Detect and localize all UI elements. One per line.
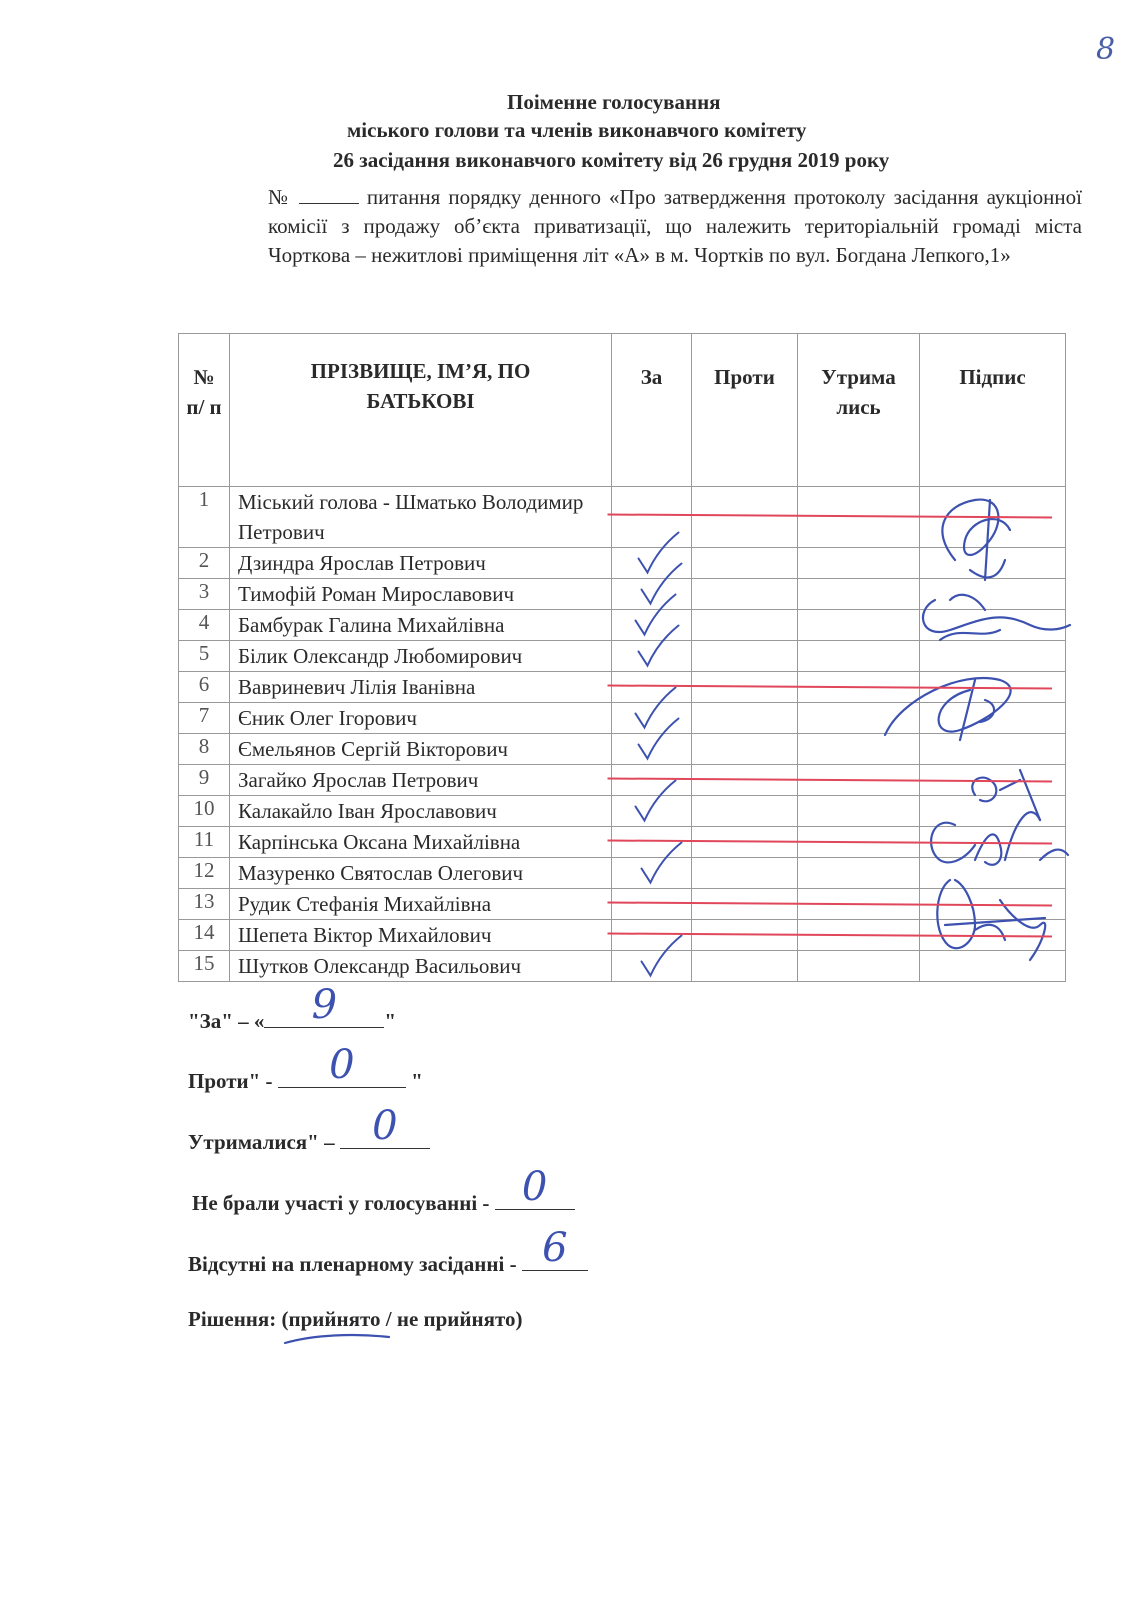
vote-for-cell (612, 487, 692, 548)
decision (188, 1307, 523, 1332)
row-number: 1 (179, 487, 230, 548)
vote-abstained-cell (798, 672, 920, 703)
vote-against-cell (692, 765, 798, 796)
member-name: Бамбурак Галина Михайлівна (230, 610, 612, 641)
member-name: Єник Олег Ігорович (230, 703, 612, 734)
row-number: 15 (179, 951, 230, 982)
summary-for-value: 9 (311, 982, 338, 1028)
vote-against-cell (692, 579, 798, 610)
vote-against-cell (692, 548, 798, 579)
summary-not-voted (192, 1164, 575, 1216)
member-name: Калакайло Іван Ярославович (230, 796, 612, 827)
vote-against-cell (692, 796, 798, 827)
table-row (179, 641, 1066, 672)
vote-for-cell (612, 858, 692, 889)
summary-absent-blank (522, 1225, 588, 1271)
vote-abstained-cell (798, 765, 920, 796)
vote-against-cell (692, 827, 798, 858)
vote-against-cell (692, 641, 798, 672)
vote-abstained-cell (798, 889, 920, 920)
row-number: 12 (179, 858, 230, 889)
summary-absent-value: 6 (542, 1225, 568, 1271)
header-for: За (612, 334, 692, 487)
row-number: 8 (179, 734, 230, 765)
signature-cell (920, 858, 1066, 889)
summary-against-value: 0 (329, 1042, 355, 1088)
vote-against-cell (692, 703, 798, 734)
vote-abstained-cell (798, 579, 920, 610)
vote-against-cell (692, 672, 798, 703)
table-row (179, 672, 1066, 703)
vote-against-cell (692, 951, 798, 982)
vote-against-cell (692, 858, 798, 889)
vote-against-cell (692, 889, 798, 920)
member-name: Білик Олександр Любомирович (230, 641, 612, 672)
vote-for-cell (612, 641, 692, 672)
vote-abstained-cell (798, 641, 920, 672)
summary-for (188, 982, 397, 1034)
header-no: № п/ п (179, 334, 230, 487)
header-against: Проти (692, 334, 798, 487)
table-row (179, 920, 1066, 951)
title-line-3: 26 засідання виконавчого комітету від 26 грудня 2019 року (333, 148, 890, 172)
vote-table (178, 333, 1066, 982)
row-number: 6 (179, 672, 230, 703)
summary-absent-label: Відсутні на пленарному засіданні - (188, 1252, 517, 1276)
row-number: 11 (179, 827, 230, 858)
summary-not-voted-value: 0 (521, 1164, 548, 1210)
signature-cell (920, 734, 1066, 765)
vote-against-cell (692, 920, 798, 951)
vote-abstained-cell (798, 610, 920, 641)
summary-for-label-close: " (384, 1009, 397, 1033)
member-name: Загайко Ярослав Петрович (230, 765, 612, 796)
summary-not-voted-label: Не брали участі у голосуванні - (192, 1191, 490, 1215)
table-row (179, 703, 1066, 734)
vote-against-cell (692, 734, 798, 765)
table-row (179, 487, 1066, 548)
signature-cell (920, 610, 1066, 641)
vote-for-cell (612, 796, 692, 827)
vote-for-cell (612, 610, 692, 641)
summary-abstained (188, 1103, 430, 1155)
vote-abstained-cell (798, 734, 920, 765)
row-number: 4 (179, 610, 230, 641)
summary-not-voted-blank (495, 1164, 575, 1210)
signature-cell (920, 951, 1066, 982)
signature-cell (920, 765, 1066, 796)
signature-cell (920, 641, 1066, 672)
decision-accepted (289, 1307, 381, 1331)
vote-abstained-cell (798, 703, 920, 734)
summary-abstained-blank (340, 1103, 430, 1149)
table-row (179, 951, 1066, 982)
table-row (179, 734, 1066, 765)
question-number-prefix: № (268, 185, 291, 209)
member-name: Мазуренко Святослав Олегович (230, 858, 612, 889)
summary-against (188, 1042, 423, 1094)
vote-against-cell (692, 487, 798, 548)
row-number: 10 (179, 796, 230, 827)
row-number: 3 (179, 579, 230, 610)
vote-for-cell (612, 703, 692, 734)
row-number: 5 (179, 641, 230, 672)
signature-cell (920, 548, 1066, 579)
signature-cell (920, 796, 1066, 827)
summary-abstained-label: Утрималися" – (188, 1130, 335, 1154)
row-number: 2 (179, 548, 230, 579)
decision-close: ) (515, 1307, 523, 1331)
member-name: Ємельянов Сергій Вікторович (230, 734, 612, 765)
signature-cell (920, 487, 1066, 548)
vote-abstained-cell (798, 827, 920, 858)
header-name: ПРІЗВИЩЕ, ІМ’Я, ПО БАТЬКОВІ (230, 334, 612, 487)
title-line-2: міського голови та членів виконавчого комітету (347, 118, 807, 142)
vote-for-cell (612, 734, 692, 765)
row-number: 14 (179, 920, 230, 951)
title-line-1: Поіменне голосування (507, 90, 721, 114)
member-name: Рудик Стефанія Михайлівна (230, 889, 612, 920)
vote-for-cell (612, 579, 692, 610)
member-name: Карпінська Оксана Михайлівна (230, 827, 612, 858)
member-name: Шепета Віктор Михайлович (230, 920, 612, 951)
table-row (179, 889, 1066, 920)
row-number: 9 (179, 765, 230, 796)
signature-cell (920, 920, 1066, 951)
table-row (179, 827, 1066, 858)
vote-for-cell (612, 672, 692, 703)
header-signature: Підпис (920, 334, 1066, 487)
vote-for-cell (612, 920, 692, 951)
vote-for-cell (612, 951, 692, 982)
decision-accepted-text: прийнято (288, 1307, 381, 1331)
member-name: Вавриневич Лілія Іванівна (230, 672, 612, 703)
signature-cell (920, 889, 1066, 920)
summary-against-label-close: " (411, 1069, 423, 1093)
vote-abstained-cell (798, 796, 920, 827)
row-number: 13 (179, 889, 230, 920)
summary-abstained-value: 0 (372, 1103, 398, 1149)
summary-against-blank (278, 1042, 406, 1088)
table-row (179, 610, 1066, 641)
decision-underline (283, 1331, 393, 1347)
vote-abstained-cell (798, 951, 920, 982)
member-name: Шутков Олександр Васильович (230, 951, 612, 982)
signature-cell (920, 827, 1066, 858)
question-number-blank (299, 189, 359, 204)
row-number: 7 (179, 703, 230, 734)
member-name: Тимофій Роман Мирославович (230, 579, 612, 610)
summary-for-label: "За" – « (188, 1009, 265, 1033)
agenda-question (268, 183, 1082, 270)
header-abstained: Утрима лись (798, 334, 920, 487)
page-number: 8 (1096, 32, 1116, 67)
decision-rejected: не прийнято (396, 1307, 516, 1331)
table-row (179, 765, 1066, 796)
vote-abstained-cell (798, 548, 920, 579)
decision-sep: / (380, 1307, 397, 1331)
vote-for-cell (612, 765, 692, 796)
vote-abstained-cell (798, 487, 920, 548)
member-name: Міський голова - Шматько Володимир Петрович (230, 487, 612, 548)
summary-absent (188, 1225, 588, 1277)
table-row (179, 858, 1066, 889)
decision-label: Рішення: (188, 1307, 277, 1331)
signature-cell (920, 672, 1066, 703)
table-row (179, 548, 1066, 579)
decision-open: ( (281, 1307, 289, 1331)
table-row (179, 579, 1066, 610)
signature-cell (920, 579, 1066, 610)
question-text: питання порядку денного «Про затвердження протоколу засідання аукціонної комісії з продажу об’єкта приватизації, що належить територіальній громаді міста Чорткова – нежитлові приміщення літ «А» в м. Чортків по вул. Богдана Лепкого,1» (268, 185, 1082, 267)
vote-against-cell (692, 610, 798, 641)
signature-cell (920, 703, 1066, 734)
member-name: Дзиндра Ярослав Петрович (230, 548, 612, 579)
summary-against-label: Проти" - (188, 1069, 273, 1093)
table-row (179, 796, 1066, 827)
summary-for-blank (264, 982, 384, 1028)
vote-for-cell (612, 548, 692, 579)
vote-abstained-cell (798, 858, 920, 889)
vote-for-cell (612, 889, 692, 920)
vote-for-cell (612, 827, 692, 858)
vote-abstained-cell (798, 920, 920, 951)
